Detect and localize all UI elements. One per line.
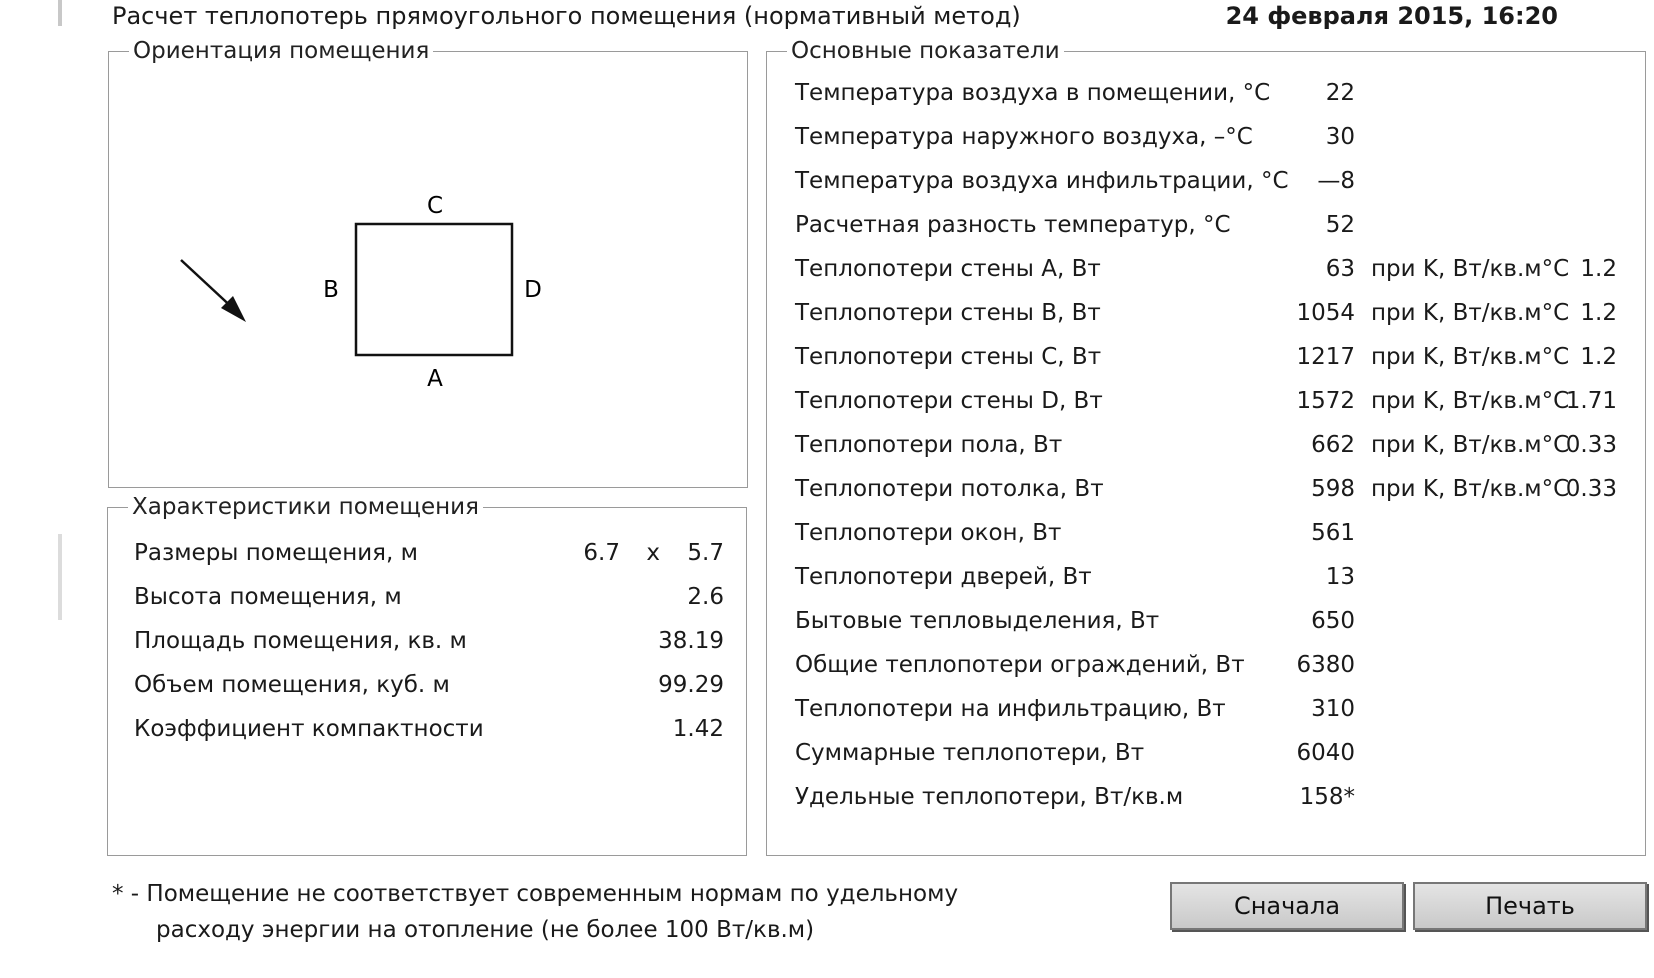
k-value: 1.2 (1580, 300, 1617, 326)
area-label: Площадь помещения, кв. м (134, 628, 467, 654)
indicator-row (795, 78, 1635, 108)
height-label: Высота помещения, м (134, 584, 402, 610)
indicator-label: Теплопотери дверей, Вт (795, 564, 1092, 590)
volume-row (134, 670, 724, 700)
page-title: Расчет теплопотерь прямоугольного помещения (нормативный метод) (112, 2, 1021, 30)
window-edge-mark (58, 534, 62, 620)
indicator-label: Теплопотери пола, Вт (795, 432, 1063, 458)
orientation-group (108, 38, 748, 488)
compactness-value: 1.42 (672, 716, 724, 742)
size-row (134, 538, 724, 568)
indicator-value: 1217 (1296, 344, 1355, 370)
k-label: при K, Вт/кв.м°C (1371, 432, 1570, 458)
k-label: при K, Вт/кв.м°C (1371, 300, 1570, 326)
volume-value: 99.29 (658, 672, 724, 698)
indicator-label: Теплопотери на инфильтрацию, Вт (795, 696, 1226, 722)
indicator-row (795, 298, 1635, 328)
window-edge-mark (58, 0, 62, 26)
indicator-label: Теплопотери стены B, Вт (795, 300, 1101, 326)
indicator-value: 1572 (1296, 388, 1355, 414)
indicator-row (795, 782, 1635, 812)
indicator-label: Суммарные теплопотери, Вт (795, 740, 1145, 766)
main-indicators-group (766, 38, 1646, 856)
k-label: при K, Вт/кв.м°C (1371, 344, 1570, 370)
compactness-row (134, 714, 724, 744)
area-row (134, 626, 724, 656)
indicator-label: Теплопотери стены D, Вт (795, 388, 1103, 414)
volume-label: Объем помещения, куб. м (134, 672, 450, 698)
indicator-row (795, 606, 1635, 636)
k-value: 1.2 (1580, 344, 1617, 370)
indicator-row (795, 738, 1635, 768)
indicator-value: 158* (1299, 784, 1355, 810)
indicator-value: 6040 (1296, 740, 1355, 766)
print-button[interactable]: Печать (1413, 882, 1647, 930)
indicator-row (795, 474, 1635, 504)
indicator-value: —8 (1317, 168, 1355, 194)
indicator-value: 310 (1311, 696, 1355, 722)
room-outline (356, 224, 512, 355)
orientation-diagram (109, 50, 747, 498)
indicator-label: Теплопотери стены A, Вт (795, 256, 1101, 282)
start-over-button[interactable]: Сначала (1170, 882, 1404, 930)
indicator-row (795, 254, 1635, 284)
wall-label-right: D (524, 277, 542, 303)
indicator-value: 662 (1311, 432, 1355, 458)
indicator-row (795, 430, 1635, 460)
height-row (134, 582, 724, 612)
indicator-label: Теплопотери окон, Вт (795, 520, 1062, 546)
indicator-row (795, 166, 1635, 196)
indicator-label: Температура воздуха в помещении, °C (795, 80, 1271, 106)
indicator-row (795, 650, 1635, 680)
date-time: 24 февраля 2015, 16:20 (1225, 2, 1558, 30)
footnote (112, 876, 958, 948)
size-label: Размеры помещения, м (134, 540, 418, 566)
indicator-value: 650 (1311, 608, 1355, 634)
area-value: 38.19 (658, 628, 724, 654)
orientation-legend: Ориентация помещения (133, 38, 430, 64)
main-indicators-legend: Основные показатели (791, 38, 1060, 64)
indicator-label: Температура воздуха инфильтрации, °C (795, 168, 1289, 194)
indicator-label: Расчетная разность температур, °C (795, 212, 1231, 238)
characteristics-legend: Характеристики помещения (132, 494, 479, 520)
size-width: 5.7 (687, 540, 724, 566)
wall-label-top: C (426, 193, 444, 219)
indicator-label: Удельные теплопотери, Вт/кв.м (795, 784, 1184, 810)
indicator-value: 52 (1325, 212, 1355, 238)
indicator-row (795, 210, 1635, 240)
indicator-row (795, 518, 1635, 548)
indicator-value: 6380 (1296, 652, 1355, 678)
indicator-value: 30 (1325, 124, 1355, 150)
indicator-value: 13 (1325, 564, 1355, 590)
indicator-label: Теплопотери потолка, Вт (795, 476, 1104, 502)
indicator-value: 561 (1311, 520, 1355, 546)
wall-label-bottom: A (427, 366, 443, 392)
k-value: 0.33 (1565, 432, 1617, 458)
indicator-value: 22 (1325, 80, 1355, 106)
indicator-row (795, 562, 1635, 592)
indicator-label: Бытовые тепловыделения, Вт (795, 608, 1160, 634)
indicator-label: Теплопотери стены C, Вт (795, 344, 1102, 370)
size-length: 6.7 (583, 540, 620, 566)
k-label: при K, Вт/кв.м°C (1371, 476, 1570, 502)
wall-label-left: B (323, 277, 339, 303)
height-value: 2.6 (687, 584, 724, 610)
k-label: при K, Вт/кв.м°C (1371, 388, 1570, 414)
compactness-label: Коэффициент компактности (134, 716, 484, 742)
k-label: при K, Вт/кв.м°C (1371, 256, 1570, 282)
indicator-row (795, 694, 1635, 724)
footnote-line-2: расходу энергии на отопление (не более 100 Вт/кв.м) (156, 917, 815, 943)
indicator-row (795, 386, 1635, 416)
indicator-value: 63 (1325, 256, 1355, 282)
indicator-value: 1054 (1296, 300, 1355, 326)
indicator-row (795, 342, 1635, 372)
k-value: 0.33 (1565, 476, 1617, 502)
size-separator: x (646, 540, 660, 566)
characteristics-group (107, 494, 747, 856)
k-value: 1.2 (1580, 256, 1617, 282)
indicator-row (795, 122, 1635, 152)
footnote-line-1: * - Помещение не соответствует современным нормам по удельному (112, 881, 959, 907)
indicator-label: Температура наружного воздуха, –°C (795, 124, 1253, 150)
k-value: 1.71 (1565, 388, 1617, 414)
indicator-label: Общие теплопотери ограждений, Вт (795, 652, 1245, 678)
indicator-value: 598 (1311, 476, 1355, 502)
